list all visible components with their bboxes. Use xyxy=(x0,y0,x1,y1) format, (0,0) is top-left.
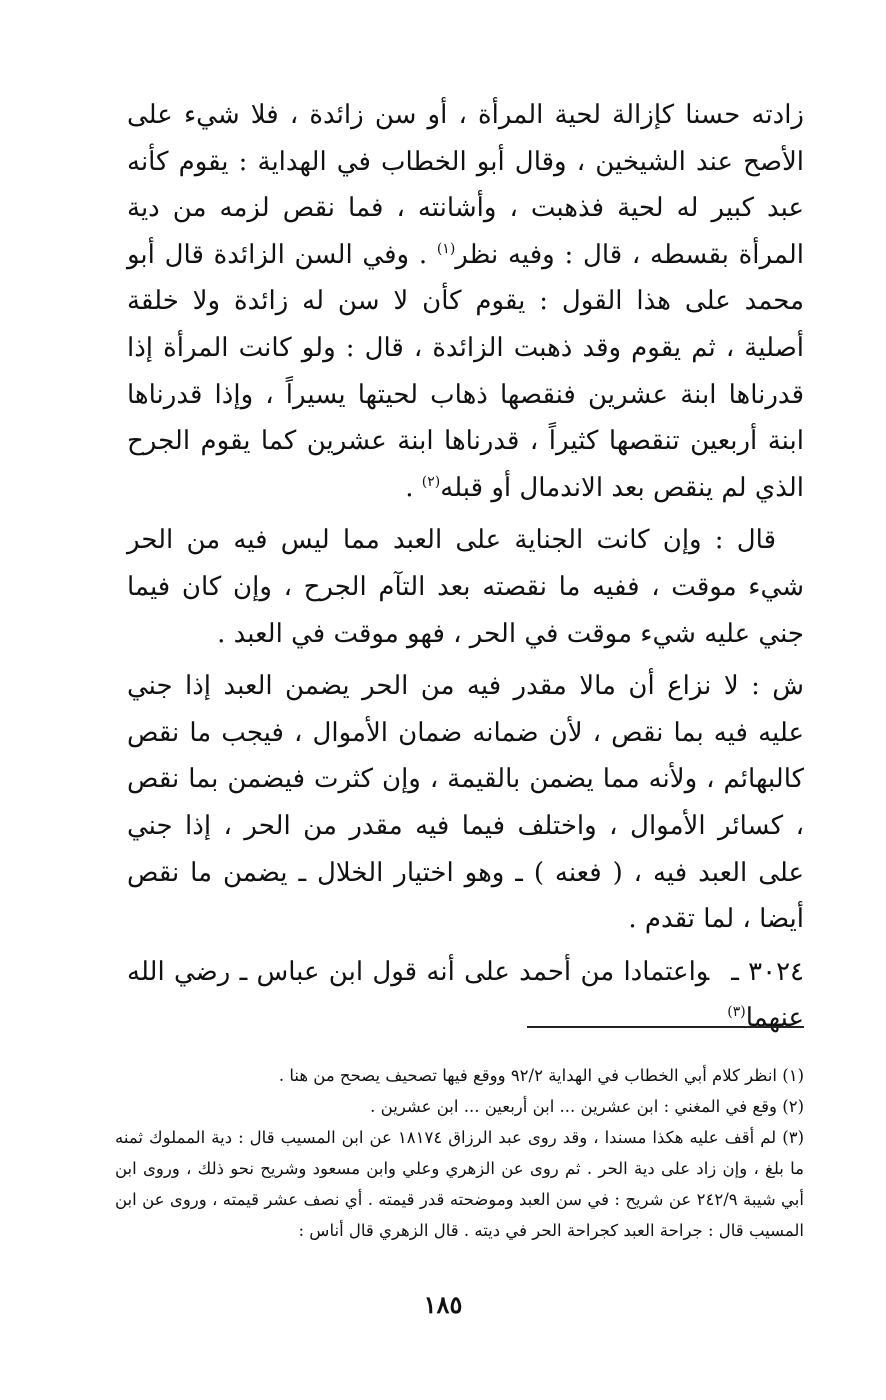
paragraph-1 xyxy=(127,92,804,511)
footnotes xyxy=(115,1060,804,1246)
hadith-number: ٣٠٢٤ ـ xyxy=(731,956,805,987)
main-text xyxy=(127,92,804,1042)
footnote-divider xyxy=(527,1026,804,1028)
footnote-1: (١) انظر كلام أبي الخطاب في الهداية ٩٢/٢ ووقع فيها تصحيف يصحح من هنا . xyxy=(278,1066,804,1085)
paragraph-1-end: . xyxy=(405,472,422,503)
footnote-2: (٢) وقع في المغني : ابن عشرين ... ابن أربعين ... ابن عشرين . xyxy=(370,1097,804,1116)
footnote-3: (٣) لم أقف عليه هكذا مسندا ، وقد روى عبد الرزاق ١٨١٧٤ عن ابن المسيب قال : دية المملوك ثمنه ما بلغ ، وإن زاد على دية الحر . ثم روى عن الزهري وعلي وابن مسعود وشريح نحو ذلك ، وروى ابن أبي شيبة ٢٤٢/٩ عن شريح : في سن العبد وموضحته قدر قيمته . أي نصف عشر قيمته ، وروى عن ابن المسيب قال : جراحة العبد كجراحة الحر في ديته . قال الزهري قال أناس : xyxy=(115,1128,804,1240)
paragraph-1-text-b: . وفي السن الزائدة قال أبو محمد على هذا القول : يقوم كأن لا سن له زائدة ولا خلقة أصلية ، ثم يقوم وقد ذهبت الزائدة ، قال : ولو كانت المرأة إذا قدرناها ابنة عشرين فنقصها ذهاب لحيتها يسيراً ، وإذا قدرناها ابنة أربعين تنقصها كثيراً ، قدرناها ابنة عشرين كما يقوم الجرح الذي لم ينقص بعد الاندمال أو قبله xyxy=(127,239,804,503)
paragraph-3: ش : لا نزاع أن مالا مقدر فيه من الحر يضمن العبد إذا جني عليه فيه بما نقص ، لأن ضمانه ضمان الأموال ، فيجب ما نقص كالبهائم ، ولأنه مما يضمن بالقيمة ، وإن كثرت فيضمن بما نقص ، كسائر الأموال ، واختلف فيما فيه مقدر من الحر ، إذا جني على العبد فيه ، ( فعنه ) ـ وهو اختيار الخلال ـ يضمن ما نقص أيضا ، لما تقدم . xyxy=(127,671,804,935)
paragraph-2: قال : وإن كانت الجناية على العبد مما ليس فيه من الحر شيء موقت ، ففيه ما نقصته بعد التآم الجرح ، وإن كان فيما جني عليه شيء موقت في الحر ، فهو موقت في العبد . xyxy=(127,525,804,649)
footnote-ref-2: (٢) xyxy=(421,473,441,490)
paragraph-4-text: واعتمادا من أحمد على أنه قول ابن عباس ـ رضي الله عنهما xyxy=(127,956,804,1034)
page-number: ١٨٥ xyxy=(423,1290,463,1319)
footnote-ref-3: (٣) xyxy=(727,1004,746,1021)
footnote-ref-1: (١) xyxy=(436,240,456,257)
paragraph-1-text: زادته حسنا كإزالة لحية المرأة ، أو سن زائدة ، فلا شيء على الأصح عند الشيخين ، وقال أبو الخطاب في الهداية : يقوم كأنه عبد كبير له لحية فذهبت ، وأشانته ، فما نقص لزمه من دية المرأة بقسطه ، قال : وفيه نظر xyxy=(127,100,804,270)
